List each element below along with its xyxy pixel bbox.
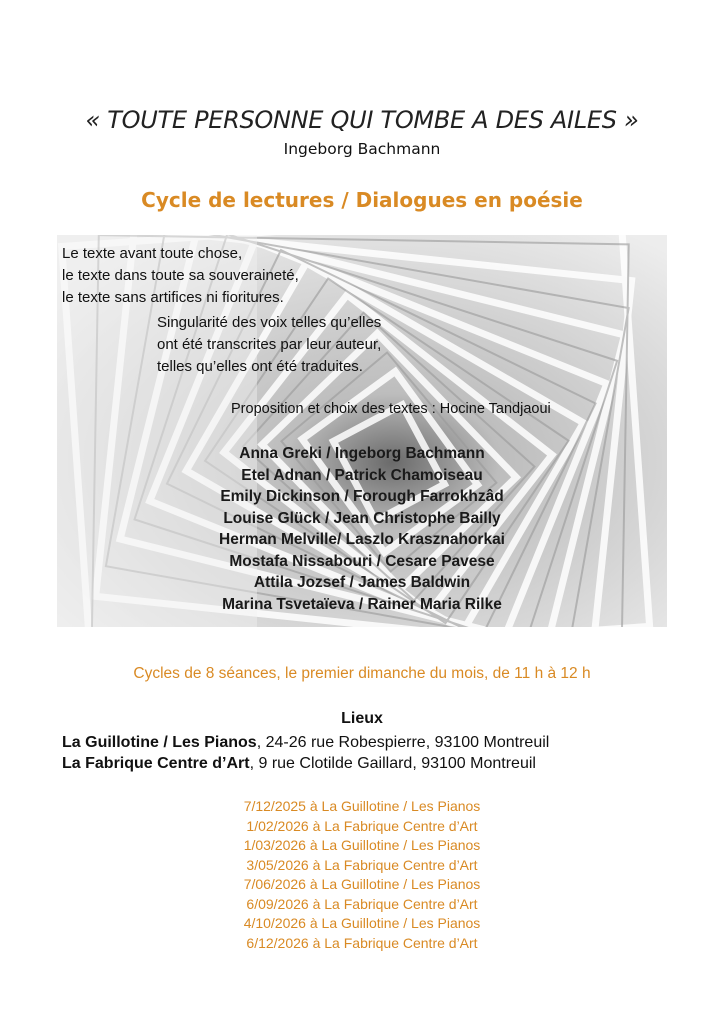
lieux-title: Lieux [341,710,383,727]
cycle-title: Cycle de lectures / Dialogues en poésie [141,188,583,212]
venue-name: La Fabrique Centre d’Art [62,755,250,772]
intro-line-1: Le texte avant toute chose, [62,245,243,262]
author-pair: Emily Dickinson / Forough Farrokhzâd [220,488,504,505]
indented-line-2: ont été transcrites par leur auteur, [157,336,382,353]
venue-line-1 [62,734,549,752]
date-item: 1/02/2026 à La Fabrique Centre d’Art [246,817,478,834]
author-pair: Louise Glück / Jean Christophe Bailly [223,509,501,527]
sessions-info: Cycles de 8 séances, le premier dimanche du mois, de 11 h à 12 h [133,665,591,682]
author-pair: Herman Melville/ Laszlo Krasznahorkai [219,531,505,548]
author-pair: Marina Tsvetaïeva / Rainer Maria Rilke [222,595,502,613]
quote-author: Ingeborg Bachmann [283,140,441,158]
author-pair: Mostafa Nissabouri / Cesare Pavese [229,552,495,570]
poster-quote: « TOUTE PERSONNE QUI TOMBE A DES AILES » [85,106,639,134]
author-pairs-list [57,443,667,615]
author-pair: Etel Adnan / Patrick Chamoiseau [241,466,483,484]
venue-line-2 [62,755,536,773]
proposition-credit: Proposition et choix des textes : Hocine Tandjaoui [231,401,551,417]
venue-address: , 9 rue Clotilde Gaillard, 93100 Montreuil [249,755,536,772]
indented-line-1: Singularité des voix telles qu’elles [157,314,382,331]
date-item: 3/05/2026 à La Fabrique Centre d’Art [246,856,478,873]
intro-line-3: le texte sans artifices ni fioritures. [62,289,284,306]
date-item: 1/03/2026 à La Guillotine / Les Pianos [243,837,481,853]
date-item: 4/10/2026 à La Guillotine / Les Pianos [243,915,481,931]
date-item: 7/06/2026 à La Guillotine / Les Pianos [243,876,481,892]
venue-name: La Guillotine / Les Pianos [62,734,257,751]
date-item: 7/12/2025 à La Guillotine / Les Pianos [243,798,481,814]
author-pair: Attila Jozsef / James Baldwin [253,574,471,591]
date-item: 6/09/2026 à La Fabrique Centre d’Art [246,895,478,912]
intro-line-2: le texte dans toute sa souveraineté, [62,267,299,284]
indented-line-3: telles qu’elles ont été traduites. [157,358,363,375]
date-item: 6/12/2026 à La Fabrique Centre d’Art [246,934,478,951]
venue-address: , 24-26 rue Robespierre, 93100 Montreuil [256,734,550,751]
author-pair: Anna Greki / Ingeborg Bachmann [239,445,485,462]
dates-list [0,797,724,953]
